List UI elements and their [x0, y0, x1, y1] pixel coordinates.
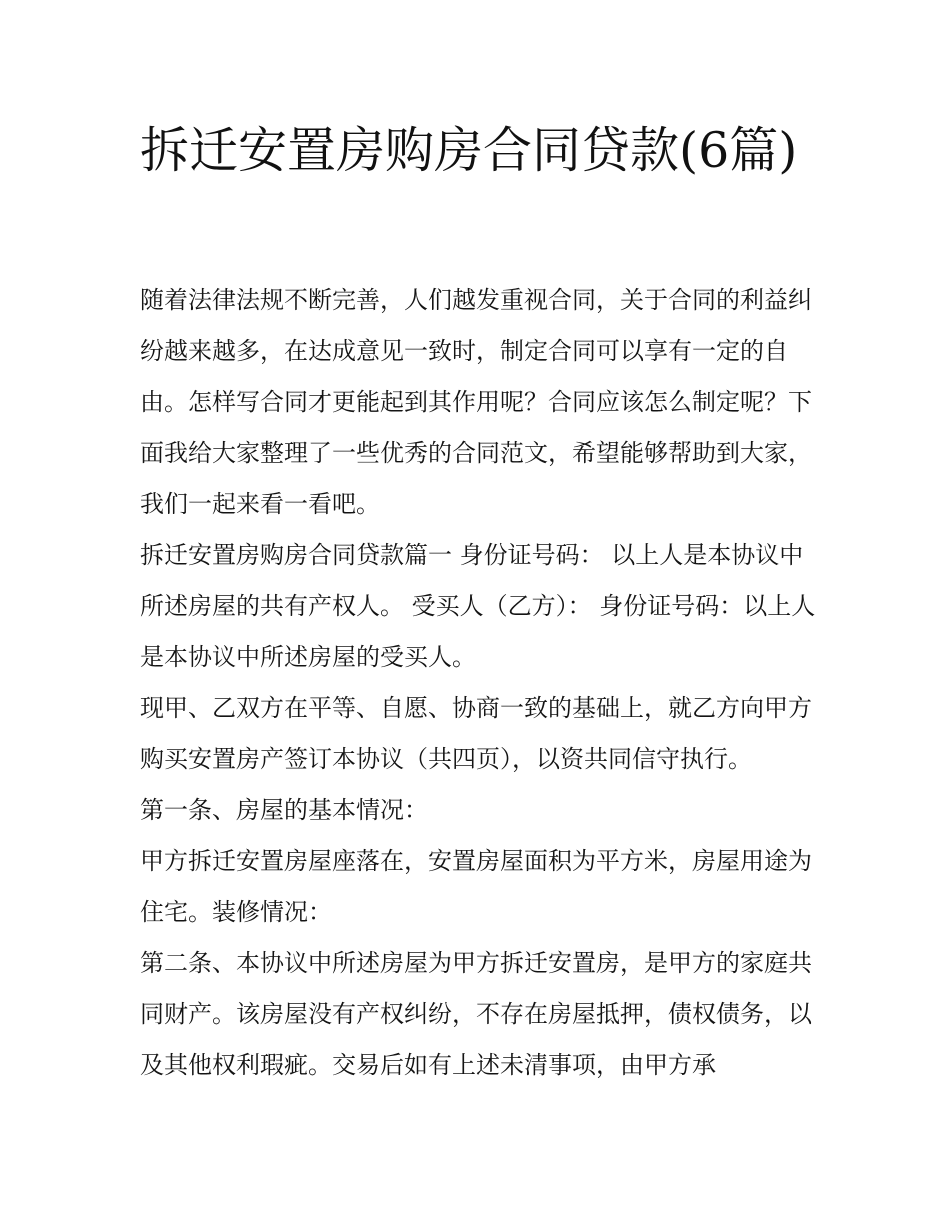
clause-2-body: 第二条、本协议中所述房屋为甲方拆迁安置房，是甲方的家庭共同财产。该房屋没有产权纠纷，不存在房屋抵押，债权债务，以及其他权利瑕疵。交易后如有上述未清事项，由甲方承 [140, 949, 812, 1079]
paragraph-intro: 随着法律法规不断完善，人们越发重视合同，关于合同的利益纠纷越来越多，在达成意见一致时，制定合同可以享有一定的自由。怎样写合同才更能起到其作用呢？合同应该怎么制定呢？下面我给大家整理了一些优秀的合同范文，希望能够帮助到大家，我们一起来看一看吧。 [140, 286, 812, 518]
paragraph-agreement: 现甲、乙双方在平等、自愿、协商一致的基础上，就乙方向甲方购买安置房产签订本协议（共四页），以资共同信守执行。 [140, 694, 812, 773]
paragraph-parties: 拆迁安置房购房合同贷款篇一 身份证号码： 以上人是本协议中所述房屋的共有产权人。 受买人（乙方）： 身份证号码：以上人是本协议中所述房屋的受买人。 [140, 541, 816, 671]
document-body [140, 275, 820, 1091]
clause-1-heading: 第一条、房屋的基本情况： [140, 796, 428, 824]
clause-1-body: 甲方拆迁安置房屋座落在，安置房屋面积为平方米，房屋用途为住宅。装修情况： [140, 847, 812, 926]
document-title: 拆迁安置房购房合同贷款(6篇) [140, 122, 798, 179]
